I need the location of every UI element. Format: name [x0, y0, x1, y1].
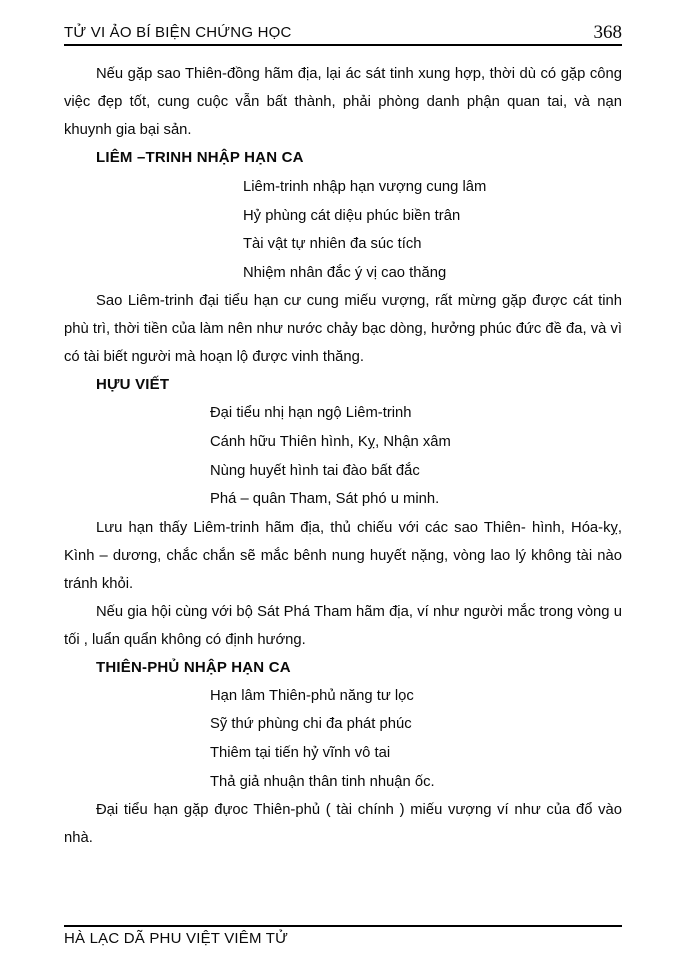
verse-line: Phá – quân Tham, Sát phó u minh.	[210, 491, 440, 508]
verse-line: Liêm-trinh nhập hạn vượng cung lâm	[243, 179, 487, 195]
page-content	[64, 47, 622, 852]
paragraph: Sao Liêm-trinh đại tiểu hạn cư cung miếu vượng, rất mừng gặp được cát tinh phù trì, thời tiền của làm nên như nước chảy bạc dòng, hưởng phúc đức đề đa, và vì có tài biết người mà hoạn lộ được vinh thăng.	[64, 293, 622, 366]
page-number: 368	[593, 22, 622, 43]
verse-line: Hạn lâm Thiên-phủ năng tư lọc	[210, 687, 414, 704]
verse-line: Nùng huyết hình tai đào bất đắc	[210, 462, 420, 479]
footer-text: HÀ LẠC DÃ PHU VIỆT VIÊM TỬ	[64, 930, 289, 947]
paragraph: Đại tiểu hạn gặp đựoc Thiên-phủ ( tài chính ) miếu vượng ví như của đổ vào nhà.	[64, 802, 622, 847]
verse-line: Sỹ thứ phùng chi đa phát phúc	[210, 716, 412, 733]
running-title: TỬ VI ẢO BÍ BIỆN CHỨNG HỌC	[64, 24, 292, 41]
page-header	[64, 24, 622, 46]
verse-block-liem-trinh	[64, 173, 622, 287]
section-heading-thien-phu: THIÊN-PHỦ NHẬP HẠN CA	[96, 658, 291, 676]
verse-line: Thiêm tại tiến hỷ vĩnh vô tai	[210, 744, 391, 761]
verse-block-thien-phu	[64, 682, 622, 796]
paragraph: Nếu gia hội cùng với bộ Sát Phá Tham hãm địa, ví như người mắc trong vòng u tối , luẩn quẩn không có định hướng.	[64, 603, 622, 648]
verse-line: Tài vật tự nhiên đa súc tích	[243, 236, 422, 253]
verse-block-huu-viet	[64, 399, 622, 513]
section-heading-liem-trinh: LIÊM –TRINH NHẬP HẠN CA	[96, 149, 304, 166]
paragraph: Lưu hạn thấy Liêm-trinh hãm địa, thủ chiếu với các sao Thiên- hình, Hóa-kỵ, Kình – dương, chắc chắn sẽ mắc bênh nung huyết nặng, vòng lao lý không tài nào tránh khỏi.	[64, 519, 622, 592]
intro-paragraph: Nếu gặp sao Thiên-đồng hãm địa, lại ác sát tinh xung hợp, thời dù có gặp công việc đẹp tốt, cung cuộc vẫn bất thành, phải phòng danh phận quan tai, và nạn khuynh gia bại sản.	[64, 66, 622, 138]
verse-line: Cánh hữu Thiên hình, Kỵ, Nhận xâm	[210, 433, 451, 450]
verse-line: Nhiệm nhân đắc ý vị cao thăng	[243, 264, 447, 281]
verse-line: Thả giả nhuận thân tinh nhuận ốc.	[210, 773, 435, 790]
page-footer	[64, 925, 622, 947]
verse-line: Đại tiểu nhị hạn ngộ Liêm-trinh	[210, 405, 412, 422]
section-heading-huu-viet: HỰU VIẾT	[96, 376, 170, 394]
verse-line: Hỷ phùng cát diệu phúc biền trân	[243, 207, 461, 224]
